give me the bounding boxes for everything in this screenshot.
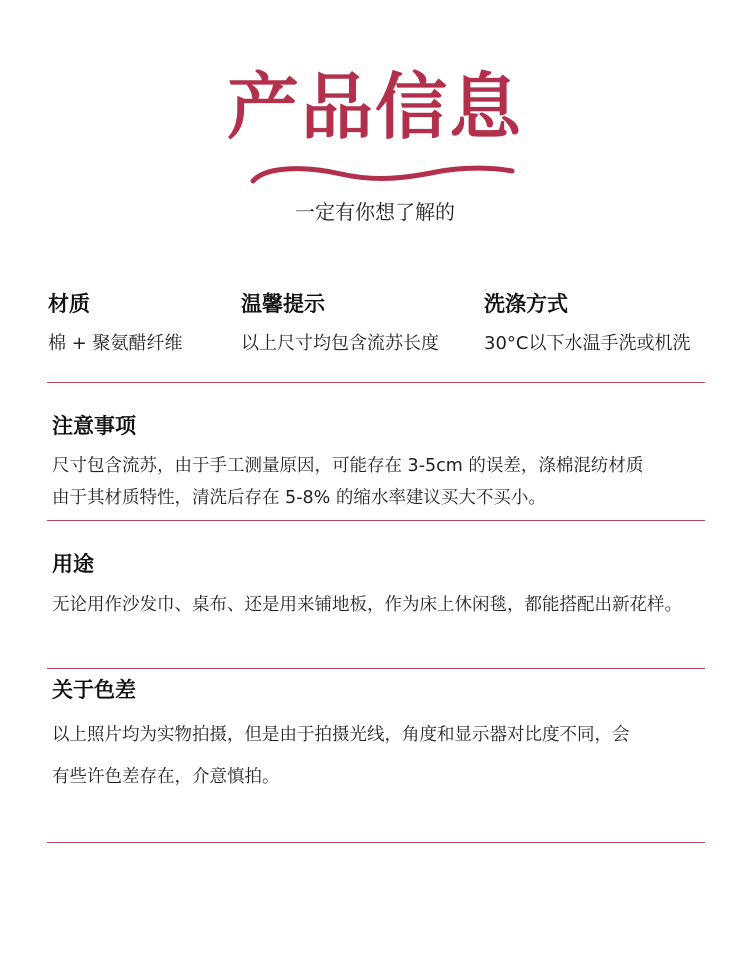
- divider: [47, 842, 705, 843]
- section-color-line-2: 有些许色差存在，介意慎拍。: [52, 767, 280, 787]
- page-subtitle: 一定有你想了解的: [295, 200, 455, 224]
- spec-tips-value: 以上尺寸均包含流苏长度: [241, 333, 439, 354]
- spec-washing-value: 30°C以下水温手洗或机洗: [484, 333, 691, 354]
- section-usage-heading: 用途: [52, 552, 94, 576]
- divider: [47, 382, 705, 383]
- spec-tips-label: 温馨提示: [241, 292, 325, 316]
- section-usage: [52, 548, 702, 621]
- section-notes: [52, 410, 702, 514]
- section-notes-heading: 注意事项: [52, 414, 136, 438]
- spec-washing-label: 洗涤方式: [484, 292, 568, 316]
- page-title: 产品信息: [226, 65, 523, 149]
- spec-material: [48, 288, 183, 358]
- divider: [47, 668, 705, 669]
- section-color-difference: [52, 674, 702, 794]
- spec-material-value: 棉 + 聚氨醋纤维: [48, 333, 183, 354]
- wave-underline-decoration: [246, 160, 518, 190]
- section-notes-line-1: 尺寸包含流苏，由于手工测量原因，可能存在 3-5cm 的误差，涤棉混纺材质: [52, 456, 644, 476]
- section-color-heading: 关于色差: [52, 678, 136, 702]
- section-color-line-1: 以上照片均为实物拍摄，但是由于拍摄光线，角度和显示器对比度不同，会: [52, 725, 630, 745]
- divider: [47, 520, 705, 521]
- section-usage-line-1: 无论用作沙发巾、桌布、还是用来铺地板，作为床上休闲毯，都能搭配出新花样。: [52, 595, 682, 615]
- spec-material-label: 材质: [48, 292, 90, 316]
- spec-washing: [484, 288, 690, 358]
- spec-tips: [241, 288, 439, 358]
- section-notes-line-2: 由于其材质特性，清洗后存在 5-8% 的缩水率建议买大不买小。: [52, 488, 546, 508]
